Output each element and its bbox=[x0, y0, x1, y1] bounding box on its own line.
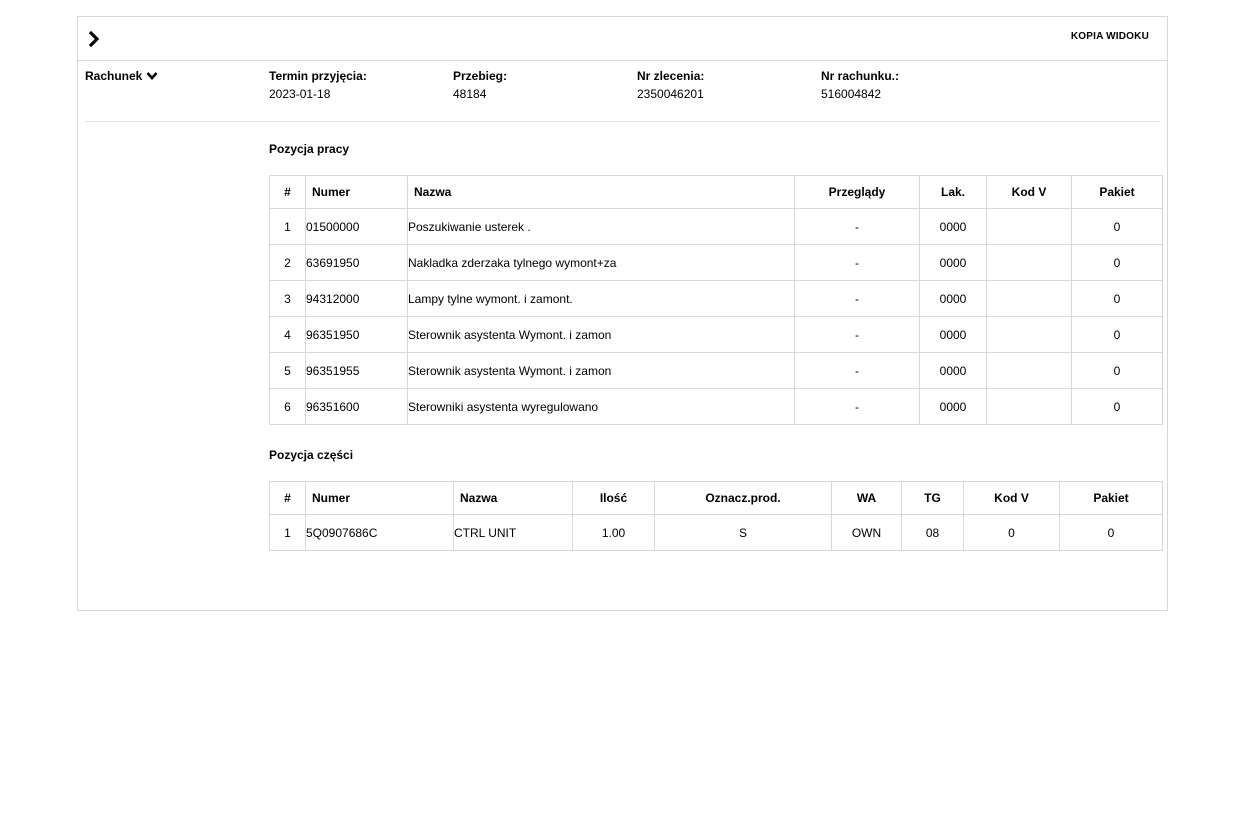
parts-items-table bbox=[269, 481, 1163, 551]
cell-paint: 0000 bbox=[920, 209, 987, 245]
cell-code-v bbox=[987, 209, 1072, 245]
expand-chevron-right-icon[interactable] bbox=[86, 30, 102, 48]
column-header: Lak. bbox=[920, 176, 987, 209]
cell-name: Sterownik asystenta Wymont. i zamon bbox=[408, 353, 795, 389]
cell-code-v: 0 bbox=[964, 515, 1060, 551]
copy-view-button[interactable]: KOPIA WIDOKU bbox=[1070, 31, 1149, 42]
meta-value: 516004842 bbox=[821, 87, 882, 101]
cell-code-v bbox=[987, 389, 1072, 425]
table-header-row bbox=[270, 176, 1163, 209]
cell-quantity: 1.00 bbox=[573, 515, 655, 551]
cell-name: CTRL UNIT bbox=[454, 515, 573, 551]
cell-package: 0 bbox=[1072, 245, 1163, 281]
cell-index: 1 bbox=[270, 209, 306, 245]
meta-value: 48184 bbox=[453, 87, 487, 101]
cell-index: 1 bbox=[270, 515, 306, 551]
meta-mileage bbox=[453, 69, 507, 101]
cell-code-v bbox=[987, 281, 1072, 317]
cell-inspections: - bbox=[795, 353, 920, 389]
meta-label: Termin przyjęcia: bbox=[269, 69, 367, 83]
cell-code-v bbox=[987, 245, 1072, 281]
cell-inspections: - bbox=[795, 209, 920, 245]
parts-items-title: Pozycja części bbox=[269, 448, 354, 462]
cell-number: 96351600 bbox=[306, 389, 408, 425]
cell-name: Lampy tylne wymont. i zamont. bbox=[408, 281, 795, 317]
column-header: Numer bbox=[306, 176, 408, 209]
meta-label: Nr zlecenia: bbox=[637, 69, 705, 83]
chevron-down-icon bbox=[146, 71, 158, 81]
cell-index: 3 bbox=[270, 281, 306, 317]
table-row bbox=[270, 209, 1163, 245]
panel-toolbar bbox=[78, 17, 1167, 61]
meta-value: 2023-01-18 bbox=[269, 87, 331, 101]
cell-product-mark: S bbox=[655, 515, 832, 551]
cell-paint: 0000 bbox=[920, 389, 987, 425]
meta-admission-date bbox=[269, 69, 367, 101]
cell-paint: 0000 bbox=[920, 353, 987, 389]
cell-number: 5Q0907686C bbox=[306, 515, 454, 551]
cell-number: 96351955 bbox=[306, 353, 408, 389]
column-header: # bbox=[270, 482, 306, 515]
column-header: Nazwa bbox=[408, 176, 795, 209]
cell-name: Poszukiwanie usterek . bbox=[408, 209, 795, 245]
cell-number: 96351950 bbox=[306, 317, 408, 353]
cell-inspections: - bbox=[795, 281, 920, 317]
cell-tg: 08 bbox=[902, 515, 964, 551]
cell-name: Nakladka zderzaka tylnego wymont+za bbox=[408, 245, 795, 281]
cell-package: 0 bbox=[1072, 389, 1163, 425]
meta-label: Nr rachunku.: bbox=[821, 69, 900, 83]
cell-paint: 0000 bbox=[920, 245, 987, 281]
column-header: # bbox=[270, 176, 306, 209]
meta-invoice-number bbox=[821, 69, 899, 101]
column-header: Kod V bbox=[964, 482, 1060, 515]
cell-paint: 0000 bbox=[920, 281, 987, 317]
cell-name: Sterownik asystenta Wymont. i zamon bbox=[408, 317, 795, 353]
column-header: Nazwa bbox=[454, 482, 573, 515]
column-header: Pakiet bbox=[1060, 482, 1163, 515]
cell-code-v bbox=[987, 317, 1072, 353]
meta-label: Przebieg: bbox=[453, 69, 508, 83]
section-toggle-rachunek[interactable] bbox=[85, 69, 158, 83]
cell-paint: 0000 bbox=[920, 317, 987, 353]
cell-package: 0 bbox=[1072, 317, 1163, 353]
cell-index: 4 bbox=[270, 317, 306, 353]
column-header: Pakiet bbox=[1072, 176, 1163, 209]
section-title: Rachunek bbox=[85, 69, 143, 83]
work-items-table bbox=[269, 175, 1163, 425]
column-header: WA bbox=[832, 482, 902, 515]
column-header: TG bbox=[902, 482, 964, 515]
column-header: Numer bbox=[306, 482, 454, 515]
table-row bbox=[270, 317, 1163, 353]
invoice-panel bbox=[77, 16, 1168, 611]
cell-index: 5 bbox=[270, 353, 306, 389]
cell-number: 01500000 bbox=[306, 209, 408, 245]
table-row bbox=[270, 389, 1163, 425]
cell-package: 0 bbox=[1060, 515, 1163, 551]
cell-inspections: - bbox=[795, 245, 920, 281]
column-header: Ilość bbox=[573, 482, 655, 515]
divider bbox=[85, 121, 1160, 122]
meta-order-number bbox=[637, 69, 704, 101]
table-row bbox=[270, 245, 1163, 281]
table-row bbox=[270, 515, 1163, 551]
cell-inspections: - bbox=[795, 389, 920, 425]
meta-value: 2350046201 bbox=[637, 87, 704, 101]
cell-name: Sterowniki asystenta wyregulowano bbox=[408, 389, 795, 425]
cell-code-v bbox=[987, 353, 1072, 389]
cell-number: 94312000 bbox=[306, 281, 408, 317]
work-items-title: Pozycja pracy bbox=[269, 142, 350, 156]
cell-package: 0 bbox=[1072, 281, 1163, 317]
table-row bbox=[270, 353, 1163, 389]
table-header-row bbox=[270, 482, 1163, 515]
cell-wa: OWN bbox=[832, 515, 902, 551]
table-row bbox=[270, 281, 1163, 317]
cell-package: 0 bbox=[1072, 209, 1163, 245]
cell-index: 2 bbox=[270, 245, 306, 281]
cell-index: 6 bbox=[270, 389, 306, 425]
cell-number: 63691950 bbox=[306, 245, 408, 281]
column-header: Przeglądy bbox=[795, 176, 920, 209]
cell-package: 0 bbox=[1072, 353, 1163, 389]
column-header: Oznacz.prod. bbox=[655, 482, 832, 515]
cell-inspections: - bbox=[795, 317, 920, 353]
column-header: Kod V bbox=[987, 176, 1072, 209]
